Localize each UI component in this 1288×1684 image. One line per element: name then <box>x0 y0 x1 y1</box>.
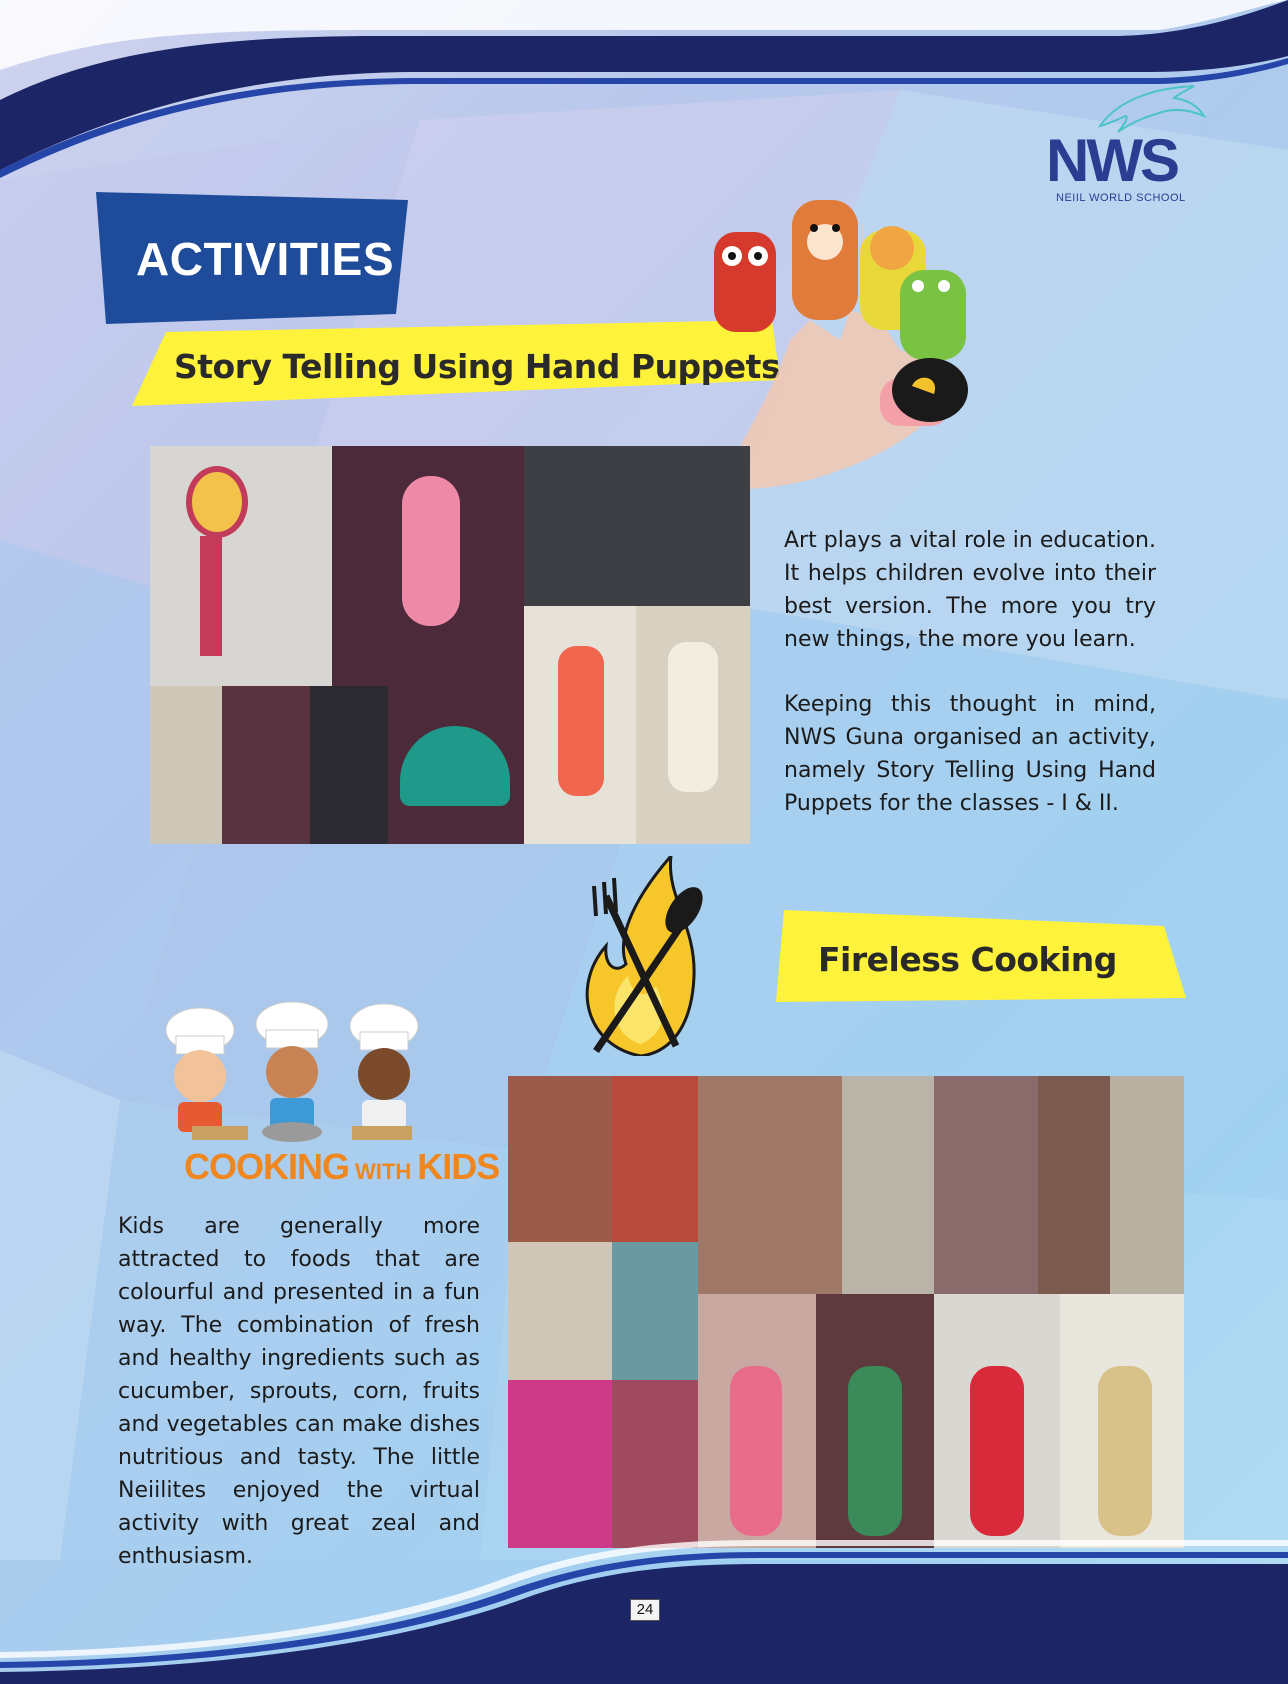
fork-spoon-flame-icon <box>576 856 706 1056</box>
story-title: Story Telling Using Hand Puppets <box>174 347 781 386</box>
cooking-kids-word-2: WITH <box>355 1159 412 1184</box>
school-logo <box>1046 80 1216 210</box>
cooking-title: Fireless Cooking <box>818 940 1117 979</box>
cooking-paragraph: Kids are generally more attracted to foods that are colourful and presented in a fun way. The combination of fresh and healthy ingredients such as cucumber, sprouts, corn, fruits and vegetables can make dishes nutritious and tasty. The little Neiilites enjoyed the virtual activity with great zeal and enthusiasm. <box>118 1214 480 1569</box>
logo-letters: NWS <box>1046 127 1177 194</box>
section-title: ACTIVITIES <box>136 233 395 285</box>
page-number: 24 <box>630 1599 660 1621</box>
cooking-kids-word-3: KIDS <box>417 1146 500 1187</box>
logo-school-name: NEIIL WORLD SCHOOL <box>1056 192 1186 204</box>
cooking-with-kids-logo <box>184 1146 499 1188</box>
cooking-kids-word-1: COOKING <box>184 1146 350 1187</box>
story-paragraph-1: Art plays a vital role in education. It helps children evolve into their best version. The more you try new things, the more you learn. <box>784 528 1156 652</box>
story-paragraph-2: Keeping this thought in mind, NWS Guna organised an activity, namely Story Telling Using Hand Puppets for the classes - I & II. <box>784 692 1156 816</box>
cooking-kids-illustration <box>152 1000 432 1148</box>
story-telling-photo-collage <box>150 446 750 844</box>
fireless-cooking-photo-collage <box>508 1076 1184 1548</box>
